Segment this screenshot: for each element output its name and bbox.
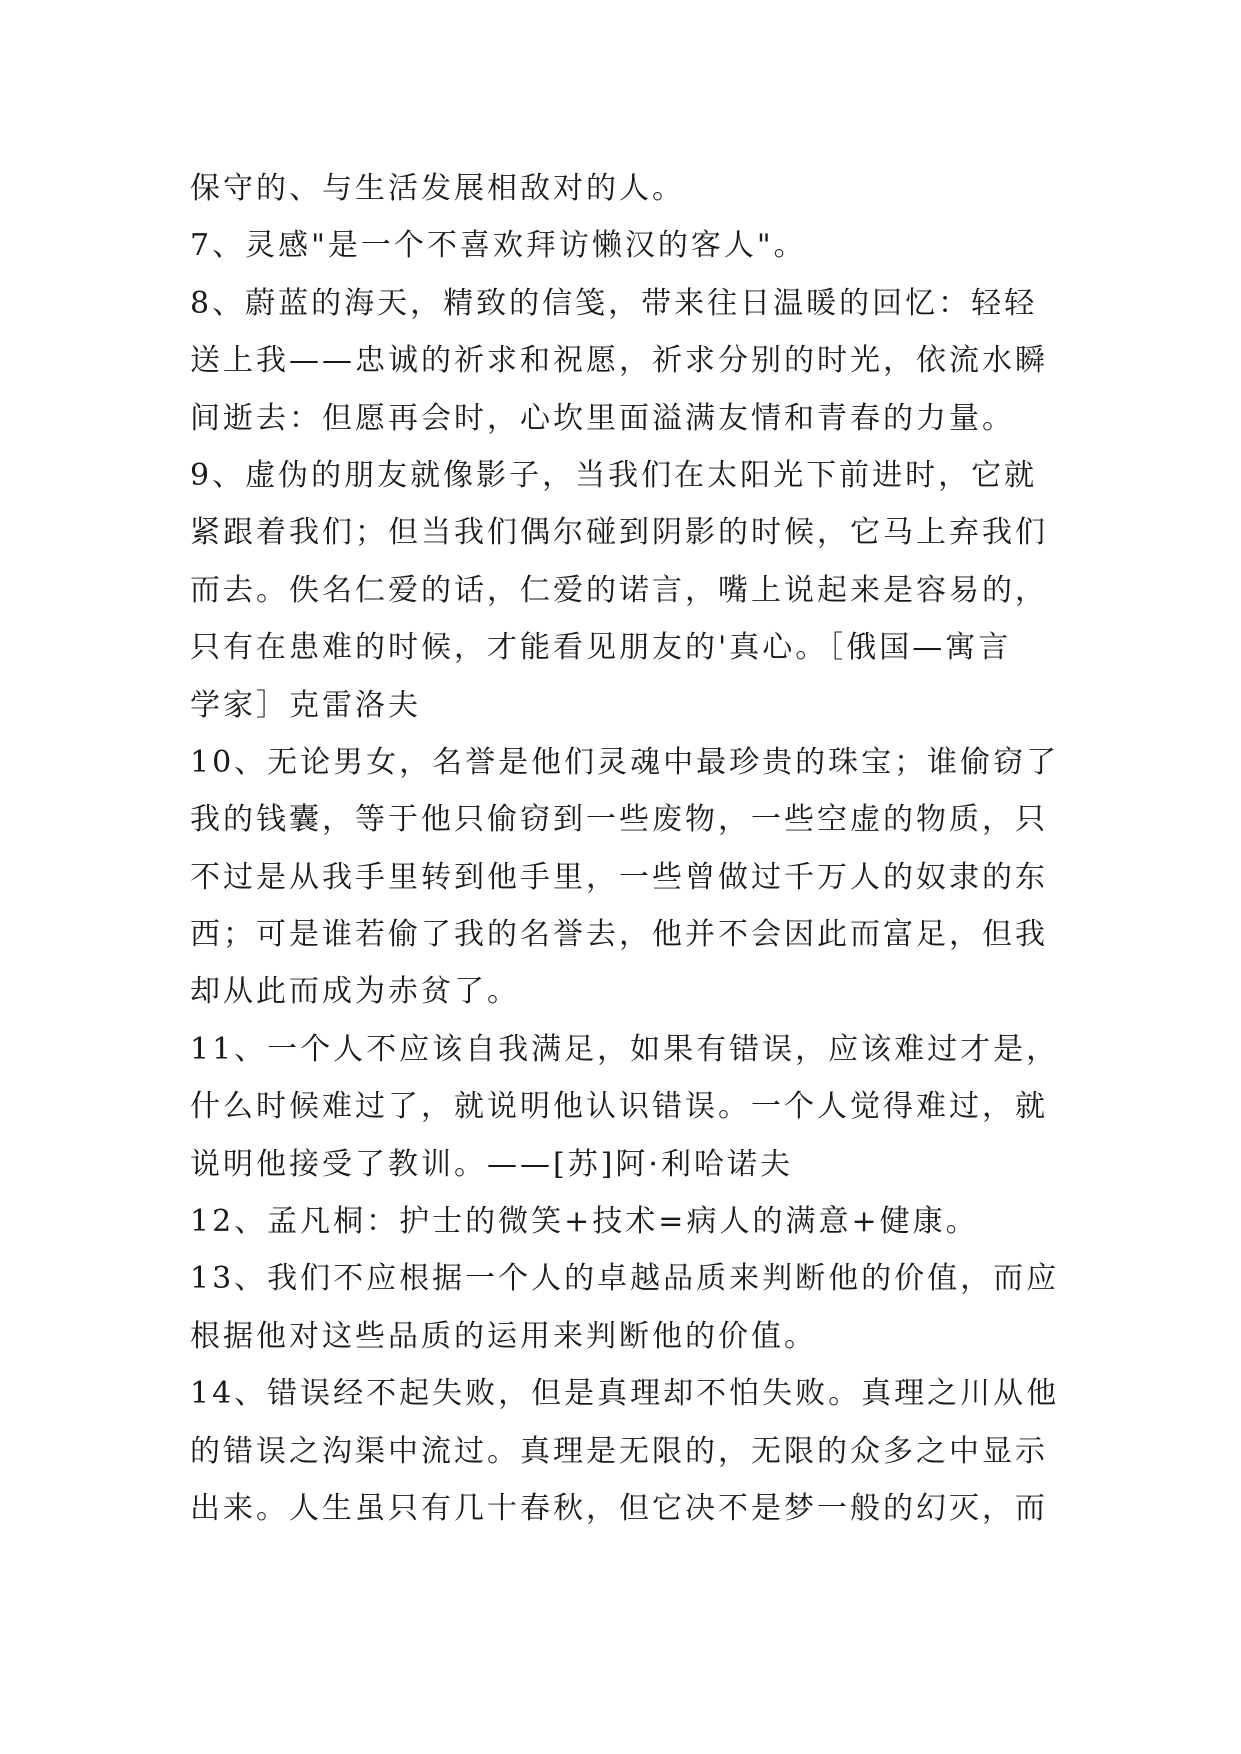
text-line: 不过是从我手里转到他手里，一些曾做过千万人的奴隶的东 (190, 859, 1048, 895)
text-line: 8、蔚蓝的海天，精致的信笺，带来往日温暖的回忆：轻轻 (190, 285, 1038, 321)
text-line: 保守的、与生活发展相敌对的人。 (190, 171, 685, 206)
text-line: 10、无论男女，名誉是他们灵魂中最珍贵的珠宝；谁偷窃了 (190, 744, 1060, 780)
text-line: 间逝去：但愿再会时，心坎里面溢满友情和青春的力量。 (190, 400, 1015, 436)
text-line: 学家］克雷洛夫 (190, 687, 421, 723)
text-line: 7、灵感"是一个不喜欢拜访懒汉的客人"。 (190, 228, 807, 264)
text-line: 只有在患难的时候，才能看见朋友的'真心。［俄国—寓言 (190, 630, 1012, 666)
text-line: 而去。佚名仁爱的话，仁爱的诺言，嘴上说起来是容易的， (190, 572, 1048, 608)
text-line: 紧跟着我们；但当我们偶尔碰到阴影的时候，它马上弃我们 (190, 515, 1048, 551)
text-line: 西；可是谁若偷了我的名誉去，他并不会因此而富足，但我 (190, 917, 1048, 953)
text-line: 送上我——忠诚的祈求和祝愿，祈求分别的时光，依流水瞬 (190, 343, 1048, 379)
text-line: 说明他接受了教训。——[苏]阿·利哈诺夫 (190, 1146, 793, 1182)
text-line: 我的钱囊，等于他只偷窃到一些废物，一些空虚的物质，只 (190, 802, 1048, 838)
text-line: 的错误之沟渠中流过。真理是无限的，无限的众多之中显示 (190, 1433, 1048, 1469)
text-line: 12、孟凡桐：护士的微笑+技术=病人的满意+健康。 (190, 1204, 979, 1240)
text-line: 11、一个人不应该自我满足，如果有错误，应该难过才是， (190, 1031, 1060, 1067)
text-line: 什么时候难过了，就说明他认识错误。一个人觉得难过，就 (190, 1089, 1048, 1125)
text-line: 14、错误经不起失败，但是真理却不怕失败。真理之川从他 (190, 1376, 1060, 1412)
text-line: 却从此而成为赤贫了。 (190, 974, 520, 1010)
text-line: 出来。人生虽只有几十春秋，但它决不是梦一般的幻灭，而 (190, 1490, 1048, 1526)
document-body (190, 160, 1070, 1537)
text-line: 9、虚伪的朋友就像影子，当我们在太阳光下前进时，它就 (190, 457, 1038, 493)
text-line: 根据他对这些品质的运用来判断他的价值。 (190, 1318, 817, 1354)
text-line: 13、我们不应根据一个人的卓越品质来判断他的价值，而应 (190, 1261, 1060, 1297)
